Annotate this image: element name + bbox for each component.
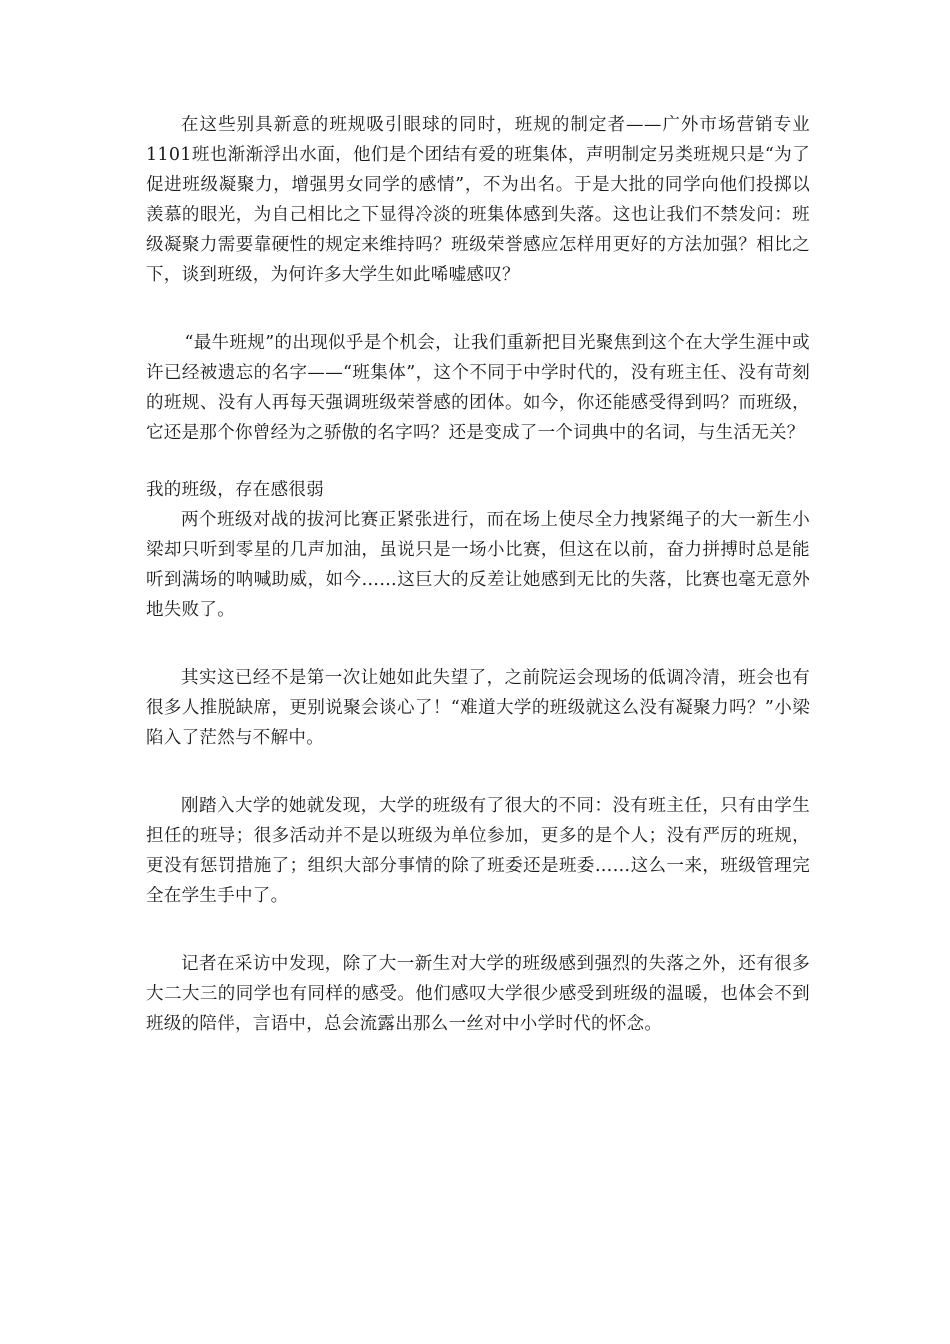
- paragraph-spacer: [146, 290, 810, 328]
- paragraph-tug-of-war: 两个班级对战的拔河比赛正紧张进行，而在场上使尽全力拽紧绳子的大一新生小梁却只听到零星的几声加油，虽说只是一场小比赛，但这在以前，奋力拼搏时总是能听到满场的呐喊助威，如今……这巨大的反差让她感到无比的失落，比赛也毫无意外地失败了。: [146, 510, 810, 620]
- paragraph-spacer: [146, 448, 810, 475]
- section-heading: 我的班级，存在感很弱: [146, 480, 324, 500]
- document-page: [146, 110, 810, 1039]
- paragraph-spacer: [146, 911, 810, 949]
- paragraph-class-rules-creators: 在这些别具新意的班规吸引眼球的同时，班规的制定者——广外市场营销专业1101班也渐渐浮出水面，他们是个团结有爱的班集体，声明制定另类班规只是“为了促进班级凝聚力，增强男女同学的感情”，不为出名。于是大批的同学向他们投掷以羡慕的眼光，为自己相比之下显得冷淡的班集体感到失落。这也让我们不禁发问：班级凝聚力需要靠硬性的规定来维持吗？班级荣誉感应怎样用更好的方法加强？相比之下，谈到班级，为何许多大学生如此唏嘘感叹？: [146, 115, 810, 285]
- paragraph-best-class-rules: “最牛班规”的出现似乎是个机会，让我们重新把目光聚焦到这个在大学生涯中或许已经被遗忘的名字——“班集体”，这个不同于中学时代的，没有班主任、没有苛刻的班规、没有人再每天强调班级荣誉感的团体。如今，你还能感受得到吗？而班级，它还是那个你曾经为之骄傲的名字吗？还是变成了一个词典中的名词，与生活无关？: [146, 333, 810, 443]
- paragraph-spacer: [146, 625, 810, 663]
- paragraph-spacer: [146, 753, 810, 791]
- paragraph-reporter-findings: 记者在采访中发现，除了大一新生对大学的班级感到强烈的失落之外，还有很多大二大三的同学也有同样的感受。他们感叹大学很少感受到班级的温暖，也体会不到班级的陪伴，言语中，总会流露出那么一丝对中小学时代的怀念。: [146, 954, 810, 1034]
- paragraph-university-differences: 刚踏入大学的她就发现，大学的班级有了很大的不同：没有班主任，只有由学生担任的班导；很多活动并不是以班级为单位参加，更多的是个人；没有严厉的班规，更没有惩罚措施了；组织大部分事情的除了班委还是班委……这么一来，班级管理完全在学生手中了。: [146, 796, 810, 906]
- paragraph-disappointment: 其实这已经不是第一次让她如此失望了，之前院运会现场的低调冷清，班会也有很多人推脱缺席，更别说聚会谈心了！“难道大学的班级就这么没有凝聚力吗？”小梁陷入了茫然与不解中。: [146, 668, 810, 748]
